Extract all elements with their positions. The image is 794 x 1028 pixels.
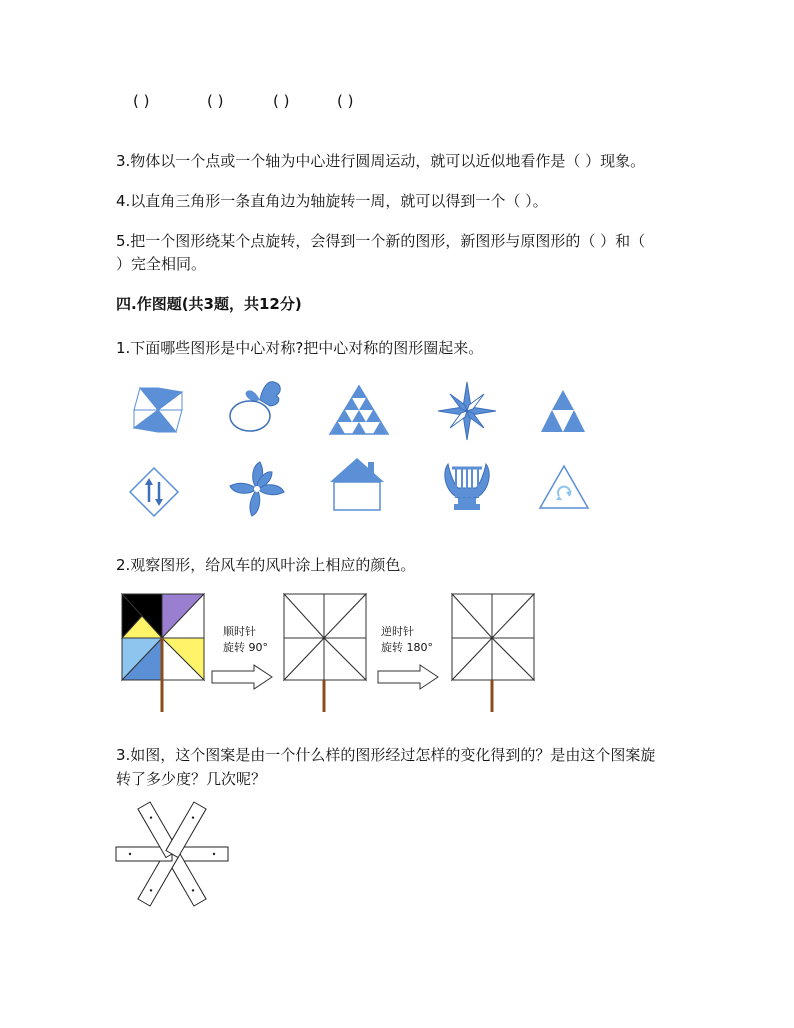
blank-1: ( ) <box>133 92 150 110</box>
arrows-diamond-icon <box>128 466 180 518</box>
bauhinia-flower-icon <box>226 460 288 518</box>
compass-star-icon <box>436 380 498 442</box>
triangle-pattern-icon <box>328 384 390 436</box>
triforce-icon <box>538 388 588 434</box>
problem-2: 2.观察图形，给风车的风叶涂上相应的颜色。 <box>116 556 416 574</box>
arrow-1-line-1: 顺时针 <box>223 625 256 638</box>
outline-pinwheel-icon-2 <box>450 592 536 714</box>
arrow-right-icon-2 <box>376 664 440 690</box>
pinwheel-icon <box>128 384 188 436</box>
section-title: 四.作图题(共3题，共12分) <box>116 295 302 313</box>
arrow-1-line-2: 旋转 90° <box>223 641 268 654</box>
arrow-2-line-2: 旋转 180° <box>381 641 433 654</box>
lyre-icon <box>440 458 494 514</box>
arrow-right-icon-1 <box>210 664 274 690</box>
arrow-2-line-1: 逆时针 <box>381 625 414 638</box>
blank-2: ( ) <box>207 92 224 110</box>
question-5-line-1: 5.把一个图形绕某个点旋转，会得到一个新的图形，新图形与原图形的（ ）和（ <box>116 232 646 250</box>
problem-1: 1.下面哪些图形是中心对称?把中心对称的图形圈起来。 <box>116 339 484 357</box>
house-icon <box>328 456 386 512</box>
question-3: 3.物体以一个点或一个轴为中心进行圆周运动，就可以近似地看作是（ ）现象。 <box>116 152 646 170</box>
question-4: 4.以直角三角形一条直角边为轴旋转一周，就可以得到一个（ ）。 <box>116 192 548 210</box>
radish-icon <box>224 378 286 434</box>
outline-pinwheel-icon-1 <box>282 592 368 714</box>
blank-3: ( ) <box>273 92 290 110</box>
recycle-triangle-icon <box>538 464 590 510</box>
problem-3-line-1: 3.如图，这个图案是由一个什么样的图形经过怎样的变化得到的？是由这个图案旋 <box>116 746 656 764</box>
question-5-line-2: ）完全相同。 <box>116 255 207 273</box>
blank-4: ( ) <box>337 92 354 110</box>
colored-pinwheel-icon <box>120 592 206 714</box>
problem-3-line-2: 转了多少度？几次呢？ <box>116 770 267 788</box>
arrow-1-label <box>223 624 268 656</box>
arrow-2-label <box>381 624 433 656</box>
rotated-rectangles-figure <box>112 806 232 916</box>
